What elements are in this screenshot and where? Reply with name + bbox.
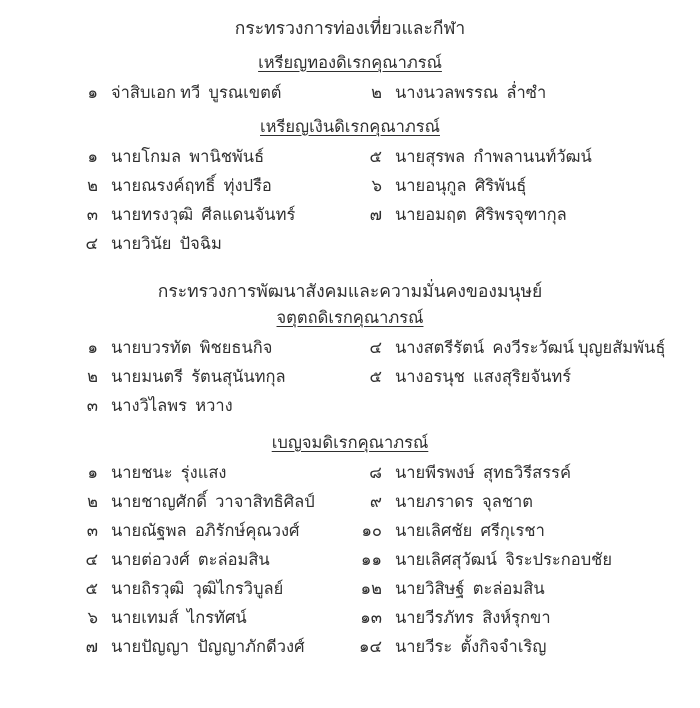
list-item <box>348 637 700 657</box>
decoration-list <box>0 338 700 425</box>
item-number: ๑๑ <box>361 550 382 569</box>
item-number: ๖ <box>87 608 98 627</box>
item-number: ๓ <box>86 205 98 224</box>
item-number: ๗ <box>369 205 382 224</box>
item-number: ๕ <box>369 367 382 386</box>
list-item <box>64 338 348 358</box>
item-name: นายมนตรี รัตนสุนันทกุล <box>111 367 286 386</box>
list-item <box>348 608 700 628</box>
item-name: นายทรงวุฒิ ศีลแดนจันทร์ <box>111 205 296 224</box>
decoration-list-right-column <box>348 147 700 234</box>
decoration-list-right-column <box>348 463 700 666</box>
list-item <box>348 463 700 483</box>
item-name: นายวีรภัทร สิงห์รุกขา <box>395 608 551 627</box>
list-item <box>64 176 348 196</box>
medal-heading: เหรียญทองดิเรกคุณาภรณ์ <box>258 53 442 72</box>
item-name: นายสุรพล กำพลานนท์วัฒน์ <box>395 147 592 166</box>
list-item <box>348 83 700 103</box>
item-number: ๑๓ <box>360 608 382 627</box>
decoration-list <box>0 463 700 666</box>
item-number: ๖ <box>371 176 382 195</box>
medal-heading: เหรียญเงินดิเรกคุณาภรณ์ <box>260 117 440 136</box>
item-name: นายชนะ รุ่งแสง <box>111 463 227 482</box>
list-item <box>64 608 348 628</box>
decoration-list-left-column <box>64 338 348 425</box>
decoration-list-right-column <box>348 83 700 112</box>
decoration-list-right-column <box>348 338 700 396</box>
list-item <box>64 205 348 225</box>
list-item <box>64 396 348 416</box>
item-name: นายวินัย ปัจฉิม <box>111 234 222 253</box>
list-item <box>348 521 700 541</box>
item-number: ๑๐ <box>361 521 382 540</box>
item-name: นายบวรทัต พิชยธนกิจ <box>111 338 273 357</box>
list-item <box>64 234 348 254</box>
item-name: นายชาญศักดิ์ วาจาสิทธิศิลป์ <box>111 492 315 511</box>
item-number: ๑๔ <box>359 637 382 656</box>
item-number: ๒ <box>87 176 98 195</box>
list-item <box>64 463 348 483</box>
list-item <box>348 338 700 358</box>
item-name: นายณัฐพล อภิรักษ์คุณวงศ์ <box>111 521 300 540</box>
item-number: ๔ <box>85 550 98 569</box>
medal-heading-row <box>0 433 700 453</box>
list-item <box>348 147 700 167</box>
item-name: นางนวลพรรณ ล่ำซำ <box>395 83 547 102</box>
list-item <box>64 367 348 387</box>
item-number: ๘ <box>369 463 382 482</box>
item-name: นายวีระ ตั้งกิจจำเริญ <box>395 637 547 656</box>
medal-heading: จตุตถดิเรกคุณาภรณ์ <box>276 308 424 327</box>
ministry-title: กระทรวงการท่องเที่ยวและกีฬา <box>234 18 466 38</box>
item-number: ๑๒ <box>360 579 382 598</box>
item-name: นายเทมส์ ไกรทัศน์ <box>111 608 247 627</box>
item-number: ๑ <box>87 338 98 357</box>
list-item <box>64 147 348 167</box>
decoration-list <box>0 83 700 112</box>
item-number: ๕ <box>85 579 98 598</box>
decoration-list <box>0 147 700 263</box>
item-number: ๕ <box>369 147 382 166</box>
item-number: ๓ <box>86 521 98 540</box>
item-number: ๔ <box>369 338 382 357</box>
item-number: ๓ <box>86 396 98 415</box>
ministry-title: กระทรวงการพัฒนาสังคมและความมั่นคงของมนุษย์ <box>157 281 543 301</box>
item-number: ๑ <box>87 83 98 102</box>
item-name: นายพีรพงษ์ สุทธวิรีสรรค์ <box>395 463 571 482</box>
medal-heading: เบญจมดิเรกคุณาภรณ์ <box>271 433 429 452</box>
item-number: ๑ <box>87 147 98 166</box>
item-name: จ่าสิบเอก ทวี บูรณเขตต์ <box>111 83 282 102</box>
item-name: นายต่อวงศ์ ตะล่อมสิน <box>111 550 270 569</box>
item-name: นางสตรีรัตน์ คงวีระวัฒน์ บุญยสัมพันธุ์ <box>395 338 666 357</box>
item-name: นายปัญญา ปัญญาภักดีวงศ์ <box>111 637 305 656</box>
item-number: ๔ <box>85 234 98 253</box>
item-name: นางอรนุช แสงสุริยจันทร์ <box>395 367 572 386</box>
item-name: นายเลิศสุวัฒน์ จิระประกอบชัย <box>395 550 613 569</box>
item-name: นายอนุกูล ศิริพันธุ์ <box>395 176 527 195</box>
list-item <box>348 579 700 599</box>
item-name: นายเลิศชัย ศรีกุเรชา <box>395 521 545 540</box>
list-item <box>64 521 348 541</box>
item-name: นายภราดร จุลชาต <box>395 492 534 511</box>
item-name: นายณรงค์ฤทธิ์ ทุ่งปรือ <box>111 176 272 195</box>
item-number: ๒ <box>371 83 382 102</box>
decoration-list-left-column <box>64 463 348 666</box>
decoration-list-left-column <box>64 147 348 263</box>
item-number: ๒ <box>87 492 98 511</box>
item-name: นายวิสิษฐ์ ตะล่อมสิน <box>395 579 545 598</box>
list-item <box>348 367 700 387</box>
list-item <box>348 205 700 225</box>
list-item <box>348 176 700 196</box>
medal-heading-row <box>0 53 700 73</box>
item-number: ๙ <box>369 492 382 511</box>
item-name: นายถิรวุฒิ วุฒิไกรวิบูลย์ <box>111 579 284 598</box>
list-item <box>64 579 348 599</box>
list-item <box>64 83 348 103</box>
list-item <box>348 492 700 512</box>
item-name: นางวิไลพร หวาง <box>111 396 233 415</box>
item-name: นายโกมล พานิชพันธ์ <box>111 147 265 166</box>
medal-heading-row <box>0 308 700 328</box>
list-item <box>64 492 348 512</box>
item-name: นายอมฤต ศิริพรจุฑากุล <box>395 205 567 224</box>
item-number: ๒ <box>87 367 98 386</box>
list-item <box>64 637 348 657</box>
list-item <box>64 550 348 570</box>
list-item <box>348 550 700 570</box>
medal-heading-row <box>0 117 700 137</box>
decoration-list-left-column <box>64 83 348 112</box>
item-number: ๑ <box>87 463 98 482</box>
item-number: ๗ <box>85 637 98 656</box>
